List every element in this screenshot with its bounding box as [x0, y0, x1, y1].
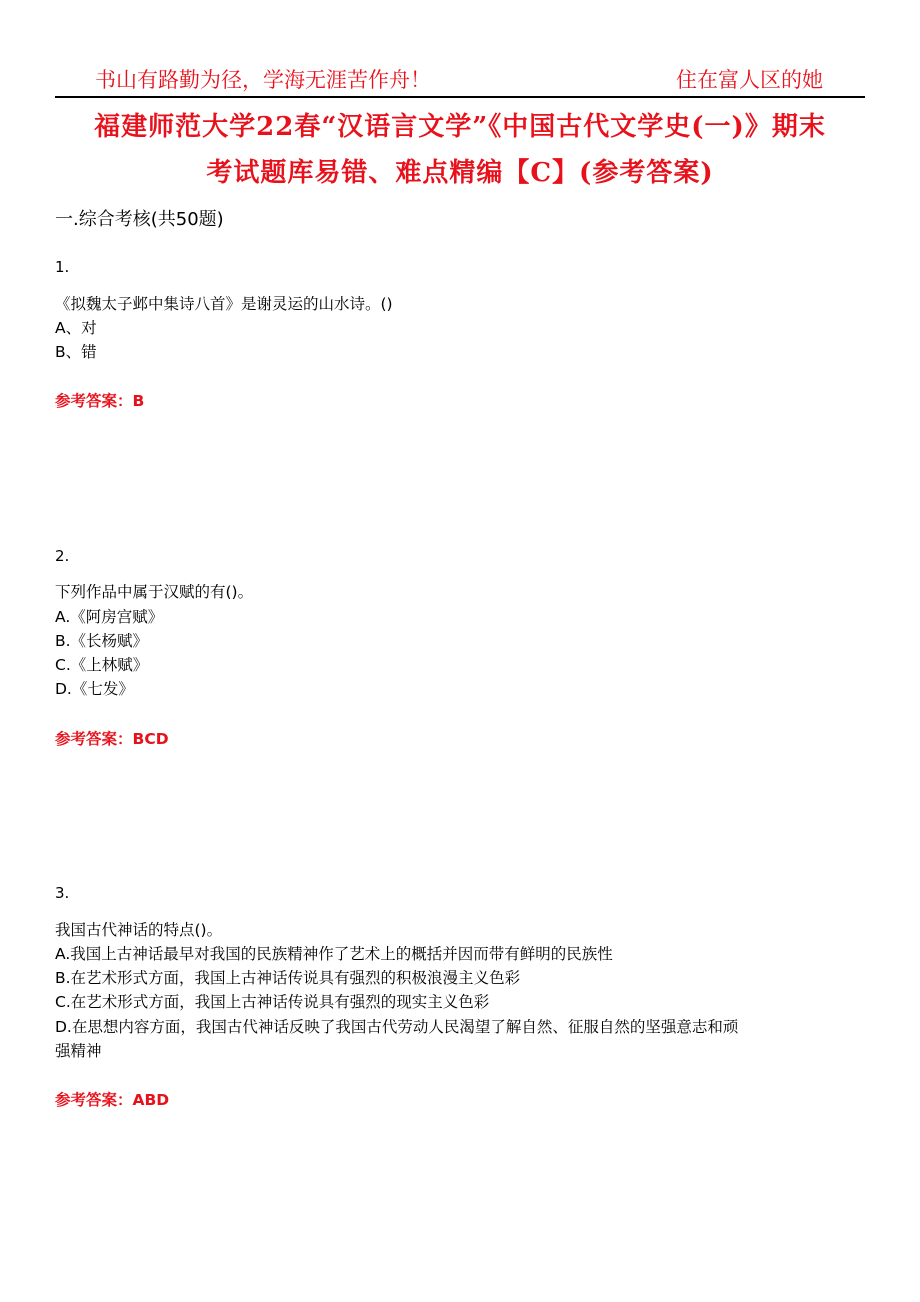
question-stem: 下列作品中属于汉赋的有()。	[55, 583, 254, 601]
header-tagline: 住在富人区的她	[676, 68, 823, 92]
question-number: 1.	[55, 258, 70, 276]
answer-key: 参考答案：B	[55, 392, 145, 410]
question-option: A.《阿房宫赋》	[55, 608, 164, 626]
answer-key: 参考答案：ABD	[55, 1091, 170, 1109]
question-option: C.在艺术形式方面，我国上古神话传说具有强烈的现实主义色彩	[55, 993, 490, 1011]
document-title-line-1: 福建师范大学22春“汉语言文学”《中国古代文学史(一)》期末	[94, 112, 826, 142]
question-option: B、错	[55, 343, 97, 361]
page-header	[55, 62, 865, 98]
question-number: 3.	[55, 884, 70, 902]
question-option: D.在思想内容方面，我国古代神话反映了我国古代劳动人民渴望了解自然、征服自然的坚强意志和顽	[55, 1018, 739, 1036]
question-option: A、对	[55, 319, 97, 337]
question-number: 2.	[55, 547, 70, 565]
question-option: B.在艺术形式方面，我国上古神话传说具有强烈的积极浪漫主义色彩	[55, 969, 521, 987]
question-option: B.《长杨赋》	[55, 632, 149, 650]
header-motto: 书山有路勤为径，学海无涯苦作舟！	[95, 68, 431, 92]
question-option: C.《上林赋》	[55, 656, 149, 674]
section-heading: 一.综合考核(共50题)	[55, 209, 224, 230]
question-option: D.《七发》	[55, 680, 134, 698]
answer-key: 参考答案：BCD	[55, 730, 169, 748]
question-stem: 《拟魏太子邺中集诗八首》是谢灵运的山水诗。()	[55, 295, 393, 313]
document-title-line-2: 考试题库易错、难点精编【C】(参考答案)	[206, 158, 714, 188]
question-option: 强精神	[55, 1042, 102, 1060]
question-option: A.我国上古神话最早对我国的民族精神作了艺术上的概括并因而带有鲜明的民族性	[55, 945, 613, 963]
question-stem: 我国古代神话的特点()。	[55, 921, 223, 939]
